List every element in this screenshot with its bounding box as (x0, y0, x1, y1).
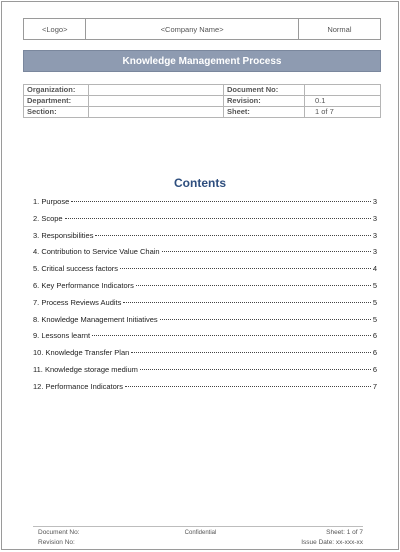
toc-entry-title: 6. Key Performance Indicators (33, 280, 134, 290)
toc-entry[interactable] (33, 214, 377, 231)
toc-entry-title: 9. Lessons learnt (33, 331, 91, 341)
toc-entry-page: 5 (372, 314, 377, 324)
toc-entry[interactable] (33, 264, 377, 281)
footer-document-no: Document No: (38, 529, 80, 536)
contents-heading: Contents (174, 176, 226, 190)
toc-entry-page: 3 (372, 213, 377, 223)
section-value (89, 107, 224, 118)
toc-leader-dots (95, 235, 370, 236)
toc-leader-dots (140, 369, 371, 370)
company-name: <Company Name> (86, 19, 298, 40)
confidential-label: Confidential (184, 530, 217, 536)
document-title: Knowledge Management Process (23, 50, 381, 72)
toc-leader-dots (71, 201, 371, 202)
section-label: Section: (24, 107, 89, 118)
department-label: Department: (24, 96, 89, 107)
toc-leader-dots (136, 285, 371, 286)
footer-sheet: Sheet: 1 of 7 (326, 529, 363, 536)
toc-entry-page: 3 (372, 247, 377, 257)
department-value (89, 96, 224, 107)
page-footer (38, 529, 363, 549)
toc-entry[interactable] (33, 298, 377, 315)
toc-entry-title: 8. Knowledge Management Initiatives (33, 314, 158, 324)
toc-entry-title: 10. Knowledge Transfer Plan (33, 348, 130, 358)
toc-entry-page: 5 (372, 280, 377, 290)
document-no-value (305, 85, 381, 96)
toc-entry-title: 1. Purpose (33, 197, 70, 206)
logo-placeholder: <Logo> (24, 19, 86, 40)
toc-entry[interactable] (33, 365, 377, 382)
organization-value (89, 85, 224, 96)
toc-entry-title: 5. Critical success factors (33, 264, 119, 274)
toc-entry[interactable] (33, 348, 377, 365)
document-page (1, 1, 399, 550)
table-of-contents (33, 197, 377, 399)
toc-entry[interactable] (33, 315, 377, 332)
toc-entry[interactable] (33, 247, 377, 264)
document-info-table (23, 84, 381, 118)
document-no-label: Document No: (224, 85, 305, 96)
toc-leader-dots (65, 218, 371, 219)
sheet-value: 1 of 7 (305, 107, 381, 118)
toc-entry-page: 5 (372, 297, 377, 307)
toc-entry-title: 11. Knowledge storage medium (33, 364, 138, 374)
toc-leader-dots (92, 335, 371, 336)
toc-leader-dots (131, 352, 371, 353)
footer-divider (33, 526, 363, 527)
revision-value: 0.1 (305, 96, 381, 107)
toc-entry-title: 12. Performance Indicators (33, 381, 124, 391)
toc-entry-title: 4. Contribution to Service Value Chain (33, 247, 160, 257)
toc-entry-page: 7 (372, 381, 377, 391)
toc-entry-page: 3 (372, 230, 377, 240)
toc-entry-page: 4 (372, 264, 377, 274)
footer-revision-no: Revision No: (38, 539, 75, 546)
toc-entry[interactable] (33, 231, 377, 248)
revision-label: Revision: (224, 96, 305, 107)
toc-entry[interactable] (33, 382, 377, 399)
toc-entry-page: 6 (372, 348, 377, 358)
toc-entry[interactable] (33, 331, 377, 348)
sheet-label: Sheet: (224, 107, 305, 118)
toc-entry[interactable] (33, 281, 377, 298)
footer-issue-date: Issue Date: xx-xxx-xx (301, 539, 363, 546)
header-table (23, 18, 381, 40)
toc-leader-dots (123, 302, 370, 303)
toc-leader-dots (160, 319, 371, 320)
document-status: Normal (298, 19, 380, 40)
organization-label: Organization: (24, 85, 89, 96)
toc-leader-dots (162, 251, 371, 252)
toc-entry-page: 6 (372, 364, 377, 374)
toc-entry[interactable] (33, 197, 377, 214)
toc-leader-dots (120, 268, 371, 269)
toc-entry-page: 3 (372, 197, 377, 206)
toc-entry-title: 2. Scope (33, 213, 63, 223)
toc-leader-dots (125, 386, 371, 387)
toc-entry-title: 3. Responsibilities (33, 230, 94, 240)
toc-entry-title: 7. Process Reviews Audits (33, 297, 122, 307)
toc-entry-page: 6 (372, 331, 377, 341)
